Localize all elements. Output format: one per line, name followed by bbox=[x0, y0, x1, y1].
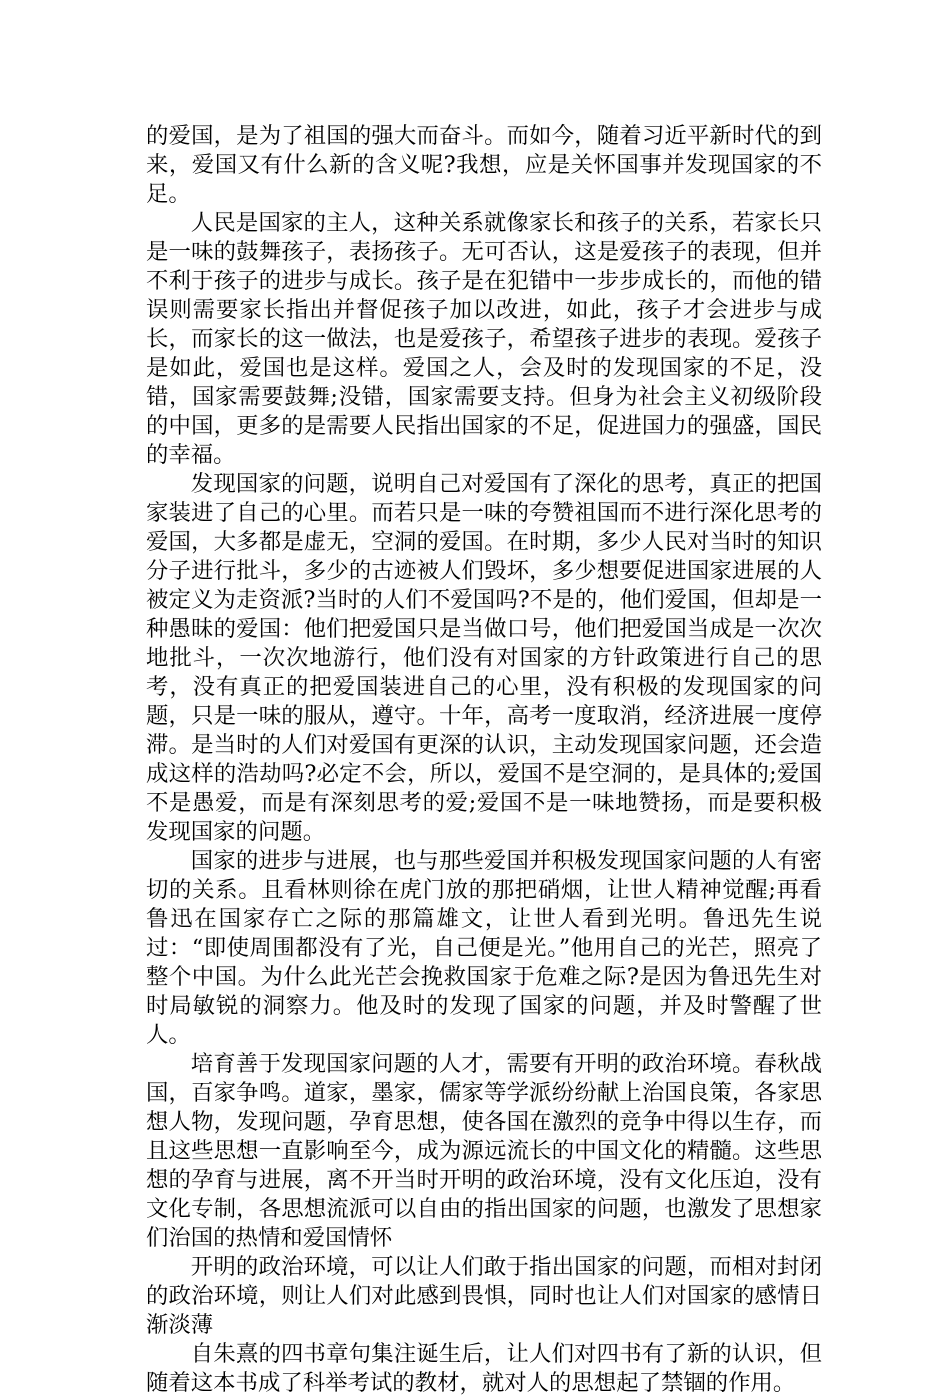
paragraph-3: 发现国家的问题，说明自己对爱国有了深化的思考，真正的把国家装进了自己的心里。而若只是一味的夸赞祖国而不进行深化思考的爱国，大多都是虚无，空洞的爱国。在时期，多少人民对当时的知识分子进行批斗，多少的古迹被人们毁坏，多少想要促进国家进展的人被定义为走资派?当时的人们不爱国吗?不是的，他们爱国，但却是一种愚昧的爱国：他们把爱国只是当做口号，他们把爱国当成是一次次地批斗，一次次地游行，他们没有对国家的方针政策进行自己的思考，没有真正的把爱国装进自己的心里，没有积极的发现国家的问题，只是一味的服从，遵守。十年，高考一度取消，经济进展一度停滞。是当时的人们对爱国有更深的认识，主动发现国家问题，还会造成这样的浩劫吗?必定不会，所以，爱国不是空洞的，是具体的;爱国不是愚爱，而是有深刻思考的爱;爱国不是一味地赞扬，而是要积极发现国家的问题。 bbox=[146, 471, 822, 845]
paragraph-1: 的爱国，是为了祖国的强大而奋斗。而如今，随着习近平新时代的到来，爱国又有什么新的含义呢?我想，应是关怀国事并发现国家的不足。 bbox=[146, 123, 822, 207]
paragraph-6: 开明的政治环境，可以让人们敢于指出国家的问题，而相对封闭的政治环境，则让人们对此感到畏惧，同时也让人们对国家的感情日渐淡薄 bbox=[146, 1254, 822, 1338]
document-body bbox=[146, 122, 822, 1398]
paragraph-4: 国家的进步与进展，也与那些爱国并积极发现国家问题的人有密切的关系。且看林则徐在虎门放的那把硝烟，让世人精神觉醒;再看鲁迅在国家存亡之际的那篇雄文，让世人看到光明。鲁迅先生说过：“即使周围都没有了光，自己便是光。”他用自己的光芒，照亮了整个中国。为什么此光芒会挽救国家于危难之际?是因为鲁迅先生对时局敏锐的洞察力。他及时的发现了国家的问题，并及时警醒了世人。 bbox=[146, 848, 822, 1048]
paragraph-5: 培育善于发现国家问题的人才，需要有开明的政治环境。春秋战国，百家争鸣。道家，墨家，儒家等学派纷纷献上治国良策，各家思想人物，发现问题，孕育思想，使各国在激烈的竞争中得以生存，而且这些思想一直影响至今，成为源远流长的中国文化的精髓。这些思想的孕育与进展，离不开当时开明的政治环境，没有文化压迫，没有文化专制，各思想流派可以自由的指出国家的问题，也激发了思想家们治国的热情和爱国情怀 bbox=[146, 1051, 822, 1251]
paragraph-2: 人民是国家的主人，这种关系就像家长和孩子的关系，若家长只是一味的鼓舞孩子，表扬孩子。无可否认，这是爱孩子的表现，但并不利于孩子的进步与成长。孩子是在犯错中一步步成长的，而他的错误则需要家长指出并督促孩子加以改进，如此，孩子才会进步与成长，而家长的这一做法，也是爱孩子，希望孩子进步的表现。爱孩子是如此，爱国也是这样。爱国之人，会及时的发现国家的不足，没错，国家需要鼓舞;没错，国家需要支持。但身为社会主义初级阶段的中国，更多的是需要人民指出国家的不足，促进国力的强盛，国民的幸福。 bbox=[146, 210, 822, 468]
paragraph-7: 自朱熹的四书章句集注诞生后，让人们对四书有了新的认识，但随着这本书成了科举考试的教材，就对人的思想起了禁锢的作用。 bbox=[146, 1341, 822, 1396]
